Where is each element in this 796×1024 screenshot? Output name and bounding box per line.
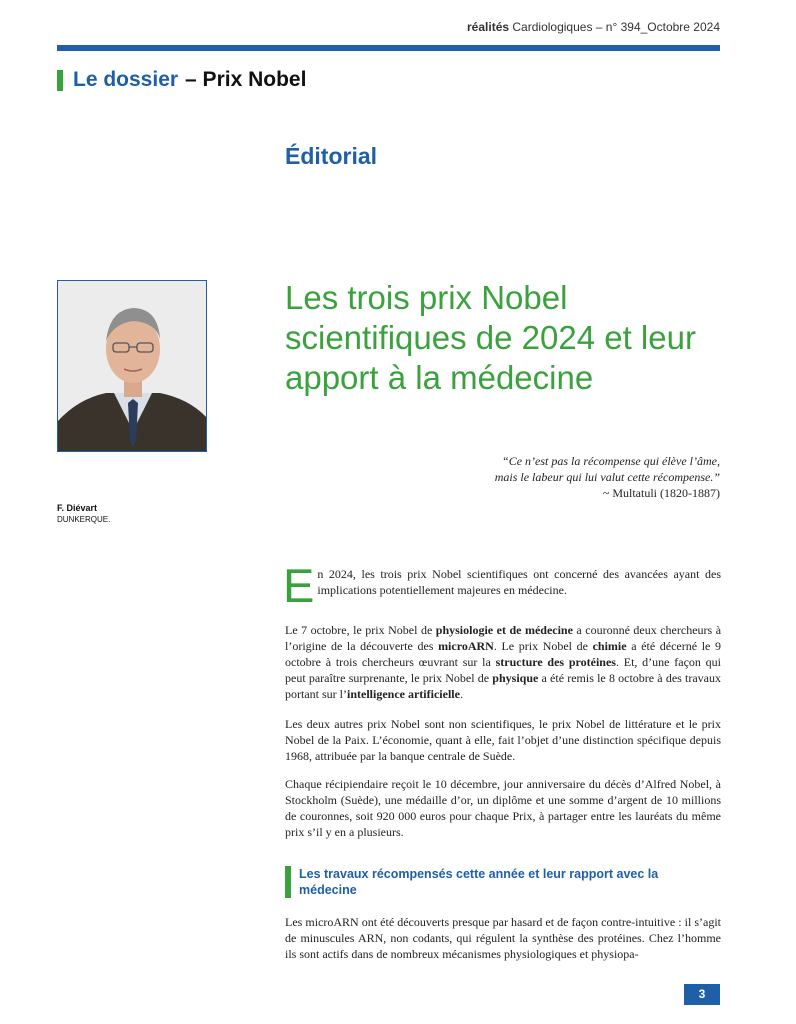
bold-term: physiologie et de médecine (435, 623, 573, 637)
bold-term: chimie (592, 639, 627, 653)
epigraph-line-2: mais le labeur qui lui valut cette récompense.” (494, 470, 720, 484)
intro-text: n 2024, les trois prix Nobel scientifiques ont concerné des avancées ayant des implications potentiellement majeures en médecine. (317, 567, 721, 597)
paragraph-text: Les deux autres prix Nobel sont non scientifiques, le prix Nobel de littérature et le prix Nobel de la Paix. L’économie, quant à elle, fait l’objet d’une distinction spécifique depuis 1968, attribuée par la banque centrale de Suède. (285, 717, 721, 763)
text-run: . (459, 687, 463, 701)
green-marker (285, 866, 291, 898)
text-run: Le 7 octobre, le prix Nobel de (285, 623, 436, 637)
text-run: . Et, d’une façon qui peut paraître surprenante, le prix Nobel de (285, 655, 721, 685)
text-run: a couronné deux chercheurs à l’origine de la découverte des (285, 623, 722, 653)
paragraph-other-prizes (285, 716, 721, 764)
paragraph-microarn (285, 914, 721, 962)
drop-cap: E (283, 559, 315, 612)
dossier-topic: – Prix Nobel (185, 68, 307, 91)
bold-term: intelligence artificielle (347, 687, 460, 701)
section-heading (285, 866, 685, 898)
text-run: . Le prix Nobel de (493, 639, 593, 653)
article-title: Les trois prix Nobel scientifiques de 2024 et leur apport à la médecine (285, 279, 696, 396)
article-kicker: Éditorial (285, 143, 378, 169)
top-rule (57, 45, 720, 51)
bold-term: physique (492, 671, 539, 685)
section-label (57, 68, 306, 92)
author-portrait-image (58, 281, 207, 452)
paragraph-prizes (285, 622, 721, 702)
intro-paragraph (283, 559, 721, 612)
author-name: F. Diévart (57, 503, 98, 513)
bold-term: microARN (438, 639, 494, 653)
paragraph-award (285, 776, 721, 840)
bold-term: structure des protéines (495, 655, 616, 669)
publication-info: Cardiologiques – n° 394_Octobre 2024 (512, 20, 720, 34)
green-marker (57, 70, 63, 91)
author-photo (57, 280, 207, 452)
paragraph-text: Les microARN ont été découverts presque par hasard et de façon contre-intuitive : il s’agit de minuscules ARN, non codants, qui régulent la synthèse des protéines. Chez l’homme ils sont actifs dans de nombreux mécanismes physiologiques et physiopa- (285, 915, 721, 961)
brand-name: réalités (467, 20, 510, 34)
text-run: a été remis le 8 octobre à des travaux portant sur l’ (285, 671, 722, 701)
section-heading-text: Les travaux récompensés cette année et leur rapport avec la médecine (299, 867, 659, 897)
author-city: DUNKERQUE. (57, 515, 111, 524)
running-header (467, 20, 720, 34)
page-number: 3 (684, 984, 720, 1005)
epigraph-line-1: “Ce n’est pas la récompense qui élève l’âme, (502, 454, 720, 468)
text-run: a été décerné le 9 octobre à trois chercheurs œuvrant sur la (285, 639, 721, 669)
paragraph-text: Chaque récipiendaire reçoit le 10 décembre, jour anniversaire du décès d’Alfred Nobel, à Stockholm (Suède), une médaille d’or, un diplôme et une somme d’argent de 10 millions de couronnes, soit 920 000 euros pour chaque Prix, à partager entre les lauréats du même prix s’il y en a plusieurs. (285, 777, 721, 839)
epigraph (390, 453, 720, 501)
epigraph-attribution: ~ Multatuli (1820-1887) (602, 486, 720, 500)
dossier-label: Le dossier (73, 68, 179, 91)
